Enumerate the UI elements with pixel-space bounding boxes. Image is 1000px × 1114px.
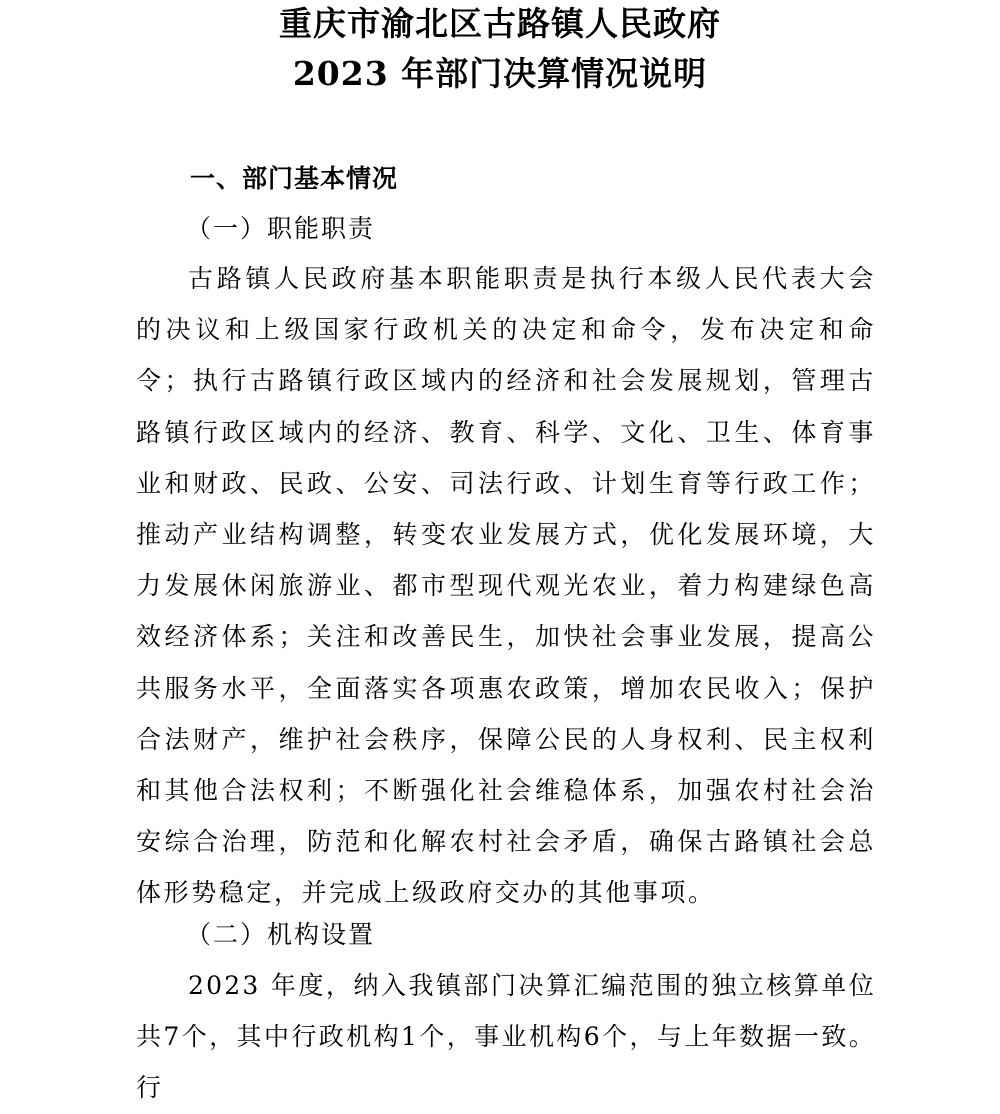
subsection-heading-functions: （一）职能职责 — [186, 214, 376, 243]
section-heading-basic-info: 一、部门基本情况 — [190, 164, 399, 193]
paragraph-organization: 2023 年度，纳入我镇部门决算汇编范围的独立核算单位共7个，其中行政机构1个，事业机构6个，与上年数据一致。行 — [136, 971, 876, 1103]
document-title-line-2: 2023 年部门决算情况说明 — [292, 54, 708, 93]
paragraph-functions: 古路镇人民政府基本职能职责是执行本级人民代表大会的决议和上级国家行政机关的决定和命令，发布决定和命令；执行古路镇行政区域内的经济和社会发展规划，管理古路镇行政区域内的经济、教育、科学、文化、卫生、体育事业和财政、民政、公安、司法行政、计划生育等行政工作；推动产业结构调整，转变农业发展方式，优化发展环境，大力发展休闲旅游业、都市型现代观光农业，着力构建绿色高效经济体系；关注和改善民生，加快社会事业发展，提高公共服务水平，全面落实各项惠农政策，增加农民收入；保护合法财产，维护社会秩序，保障公民的人身权利、民主权利和其他合法权利；不断强化社会维稳体系，加强农村社会治安综合治理，防范和化解农村社会矛盾，确保古路镇社会总体形势稳定，并完成上级政府交办的其他事项。 — [136, 264, 876, 908]
subsection-heading-organization: （二）机构设置 — [186, 920, 376, 949]
document-title-line-1: 重庆市渝北区古路镇人民政府 — [279, 4, 721, 43]
